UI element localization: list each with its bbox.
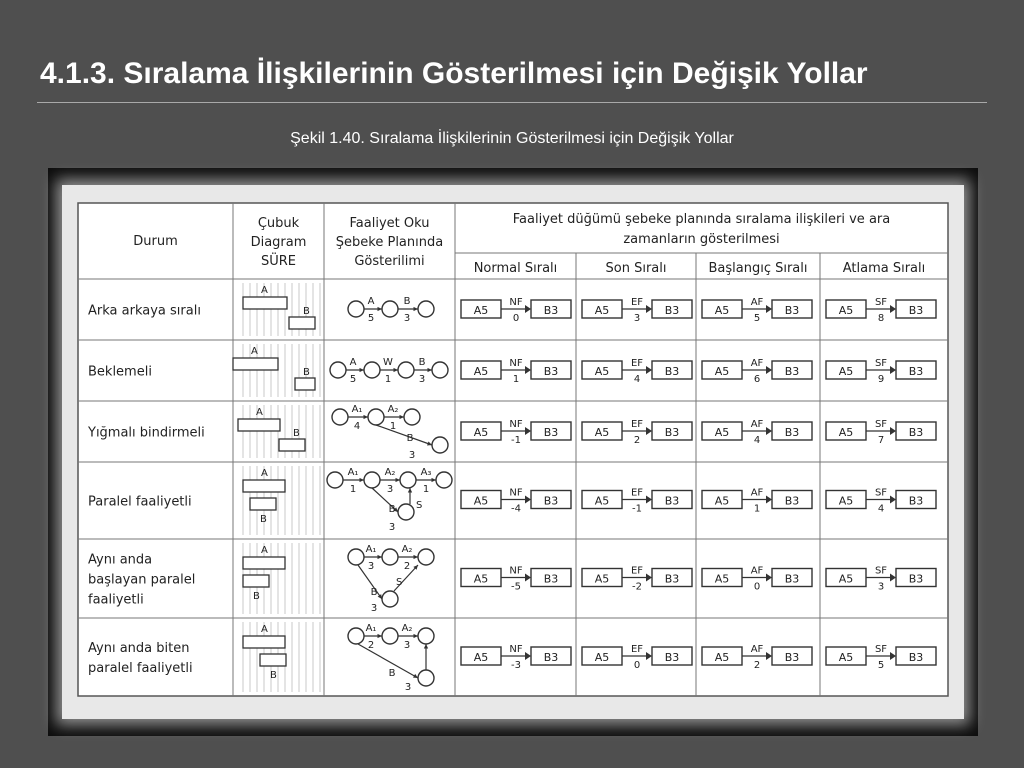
bar-label-a: A <box>261 624 268 635</box>
relation-value: -5 <box>511 581 521 593</box>
node-label-a5: A5 <box>838 426 854 439</box>
bar-b <box>295 378 315 390</box>
relation-code: EF <box>630 487 644 499</box>
event-node <box>332 409 348 425</box>
node-label-a5: A5 <box>714 651 730 664</box>
event-node <box>348 628 364 644</box>
activity-duration: 1 <box>389 421 397 432</box>
relation-code: SF <box>874 297 888 308</box>
activity-label: A₂ <box>401 623 413 634</box>
node-label-a5: A5 <box>473 365 489 378</box>
activity-label: A <box>367 296 375 307</box>
node-label-b3: B3 <box>784 572 800 586</box>
title-divider <box>37 102 987 103</box>
node-label-b3: B3 <box>664 572 680 586</box>
activity-duration: 5 <box>349 374 357 385</box>
bar-label-a: A <box>261 285 268 296</box>
node-label-a5: A5 <box>838 651 854 664</box>
relation-code: SF <box>874 358 888 369</box>
relation-code: EF <box>630 565 644 577</box>
activity-duration: 3 <box>403 640 411 651</box>
activity-label: B <box>370 587 378 598</box>
bar-label-b: B <box>260 514 267 525</box>
bar-label-b: B <box>303 367 310 378</box>
node-label-a5: A5 <box>594 494 610 508</box>
row-durum: Aynı anda <box>88 552 153 568</box>
bar-b <box>279 439 305 451</box>
activity-duration: 1 <box>384 374 392 385</box>
node-label-a5: A5 <box>714 494 730 508</box>
bar-a <box>243 557 285 569</box>
slide-title: 4.1.3. Sıralama İlişkilerinin Gösterilmesi için Değişik Yollar <box>40 57 868 90</box>
node-label-b3: B3 <box>908 494 924 508</box>
header-faaliyet-dugumu-line: Faaliyet düğümü şebeke planında sıralama ilişkileri ve ara <box>512 212 891 227</box>
relation-code: NF <box>509 358 523 369</box>
header-sub-1: Son Sıralı <box>605 261 667 276</box>
node-label-b3: B3 <box>664 651 680 664</box>
activity-duration: 1 <box>422 484 430 495</box>
node-label-b3: B3 <box>908 365 924 378</box>
activity-label: A₃ <box>420 467 432 478</box>
node-label-a5: A5 <box>714 365 730 378</box>
bar-label-b: B <box>293 428 300 439</box>
bar-a <box>233 358 278 370</box>
relation-value: -2 <box>632 581 642 593</box>
activity-duration: 3 <box>408 450 416 461</box>
node-label-b3: B3 <box>543 365 559 378</box>
node-label-b3: B3 <box>908 304 924 317</box>
relation-code: AF <box>750 487 764 499</box>
relation-code: EF <box>630 358 644 369</box>
event-node <box>400 472 416 488</box>
activity-label: A₁ <box>365 623 377 634</box>
node-label-a5: A5 <box>838 365 854 378</box>
node-label-b3: B3 <box>543 304 559 317</box>
relation-code: AF <box>750 565 764 577</box>
relation-code: NF <box>509 644 523 655</box>
row-durum: Aynı anda biten <box>88 641 190 656</box>
relation-code: EF <box>630 644 644 655</box>
table-border <box>78 203 948 696</box>
activity-label: B <box>418 357 426 368</box>
sequence-table <box>70 193 956 703</box>
header-faaliyet-oku-line: Faaliyet Oku <box>349 216 430 231</box>
activity-duration: 3 <box>388 522 396 533</box>
relation-value: 2 <box>633 435 641 446</box>
activity-duration: 3 <box>418 374 426 385</box>
row-durum: Yığmalı bindirmeli <box>88 425 205 441</box>
activity-label: S <box>416 500 423 511</box>
activity-duration: 2 <box>403 561 411 572</box>
bar-a <box>243 636 285 648</box>
event-node <box>348 301 364 317</box>
node-label-b3: B3 <box>543 426 559 439</box>
header-sub-2: Başlangıç Sıralı <box>708 261 808 276</box>
bar-label-b: B <box>253 591 260 602</box>
row-durum: Beklemeli <box>88 364 152 380</box>
activity-label: A₂ <box>384 467 396 478</box>
activity-label: A₁ <box>347 467 359 478</box>
bar-b <box>260 654 286 666</box>
relation-value: 0 <box>633 660 641 671</box>
node-label-b3: B3 <box>784 304 800 317</box>
relation-value: 0 <box>753 581 761 593</box>
event-node <box>382 301 398 317</box>
node-label-a5: A5 <box>473 651 489 664</box>
relation-value: 0 <box>512 313 520 324</box>
node-label-b3: B3 <box>543 572 559 586</box>
node-label-a5: A5 <box>594 426 610 439</box>
relation-code: EF <box>630 419 644 430</box>
event-node <box>348 549 364 565</box>
relation-code: SF <box>874 644 888 655</box>
node-label-b3: B3 <box>908 651 924 664</box>
activity-duration: 3 <box>404 682 412 693</box>
event-node <box>398 504 414 520</box>
event-node <box>418 549 434 565</box>
activity-duration: 1 <box>349 484 357 495</box>
bar-b <box>289 317 315 329</box>
node-label-a5: A5 <box>473 304 489 317</box>
relation-code: NF <box>509 487 523 499</box>
event-node <box>368 409 384 425</box>
relation-value: 4 <box>753 435 761 446</box>
event-node <box>330 362 346 378</box>
bar-a <box>238 419 280 431</box>
row-durum: Paralel faaliyetli <box>88 494 192 510</box>
activity-duration: 2 <box>367 640 375 651</box>
node-label-a5: A5 <box>838 304 854 317</box>
relation-value: -1 <box>632 503 642 515</box>
event-node <box>418 670 434 686</box>
node-label-a5: A5 <box>473 494 489 508</box>
node-label-a5: A5 <box>594 365 610 378</box>
bar-b <box>250 498 276 510</box>
sequence-table-figure <box>70 193 956 708</box>
node-label-a5: A5 <box>838 572 854 586</box>
event-node <box>364 472 380 488</box>
relation-code: NF <box>509 297 523 308</box>
relation-value: 3 <box>877 581 885 593</box>
row-durum: Arka arkaya sıralı <box>88 303 201 319</box>
table-grid <box>78 203 948 696</box>
relation-code: AF <box>750 358 764 369</box>
bar-label-a: A <box>261 468 268 479</box>
row-durum: paralel faaliyetli <box>88 661 193 676</box>
activity-label: W <box>383 357 393 368</box>
activity-label: A <box>349 357 357 368</box>
relation-value: 6 <box>753 374 761 385</box>
node-label-b3: B3 <box>664 365 680 378</box>
activity-label: A₂ <box>387 404 399 415</box>
event-node <box>382 591 398 607</box>
activity-duration: 5 <box>367 313 375 324</box>
header-cubuk-line: SÜRE <box>260 254 297 269</box>
row-durum: başlayan paralel <box>88 572 196 588</box>
node-label-b3: B3 <box>908 426 924 439</box>
header-durum: Durum <box>133 234 178 249</box>
activity-label: B <box>388 504 396 515</box>
node-label-b3: B3 <box>784 651 800 664</box>
event-node <box>364 362 380 378</box>
relation-code: AF <box>750 419 764 430</box>
node-label-b3: B3 <box>543 494 559 508</box>
activity-label: B <box>403 296 411 307</box>
header-faaliyet-oku-line: Şebeke Planında <box>335 235 444 250</box>
activity-label: A₁ <box>365 544 377 555</box>
node-label-a5: A5 <box>473 426 489 439</box>
header-sub-3: Atlama Sıralı <box>842 261 926 276</box>
activity-duration: 3 <box>367 561 375 572</box>
event-node <box>432 437 448 453</box>
relation-code: SF <box>874 565 888 577</box>
relation-value: 5 <box>877 660 885 671</box>
relation-value: -3 <box>511 660 521 671</box>
node-label-a5: A5 <box>714 426 730 439</box>
node-label-a5: A5 <box>714 304 730 317</box>
header-cubuk-line: Çubuk <box>257 216 300 231</box>
node-label-b3: B3 <box>784 426 800 439</box>
relation-value: 3 <box>633 313 641 324</box>
activity-label: S <box>396 577 403 588</box>
relation-value: 8 <box>877 313 885 324</box>
bar-label-a: A <box>256 407 263 418</box>
activity-duration: 3 <box>403 313 411 324</box>
event-node <box>398 362 414 378</box>
event-node <box>436 472 452 488</box>
activity-label: A₂ <box>401 544 413 555</box>
header-faaliyet-dugumu-line: zamanların gösterilmesi <box>623 232 780 247</box>
event-node <box>404 409 420 425</box>
relation-code: SF <box>874 487 888 499</box>
node-label-a5: A5 <box>594 572 610 586</box>
relation-value: 1 <box>753 503 761 515</box>
activity-duration: 3 <box>386 484 394 495</box>
relation-value: 7 <box>877 435 885 446</box>
relation-value: 9 <box>877 374 885 385</box>
node-label-b3: B3 <box>543 651 559 664</box>
relation-code: NF <box>509 565 523 577</box>
relation-code: NF <box>509 419 523 430</box>
node-label-b3: B3 <box>664 304 680 317</box>
relation-value: 4 <box>877 503 885 515</box>
event-node <box>327 472 343 488</box>
activity-duration: 3 <box>370 603 378 614</box>
relation-code: SF <box>874 419 888 430</box>
figure-caption: Şekil 1.40. Sıralama İlişkilerinin Gösterilmesi için Değişik Yollar <box>290 130 734 147</box>
node-label-a5: A5 <box>594 304 610 317</box>
node-label-a5: A5 <box>714 572 730 586</box>
relation-code: AF <box>750 297 764 308</box>
bar-b <box>243 575 269 587</box>
event-node <box>382 628 398 644</box>
event-node <box>418 628 434 644</box>
activity-label: A₁ <box>351 404 363 415</box>
node-label-b3: B3 <box>784 365 800 378</box>
bar-a <box>243 297 287 309</box>
relation-value: -4 <box>511 503 521 515</box>
relation-value: 4 <box>633 374 641 385</box>
node-label-a5: A5 <box>594 651 610 664</box>
bar-label-a: A <box>251 346 258 357</box>
activity-label: B <box>388 668 396 679</box>
header-sub-0: Normal Sıralı <box>473 261 558 276</box>
relation-value: 5 <box>753 313 761 324</box>
node-label-b3: B3 <box>664 494 680 508</box>
event-node <box>418 301 434 317</box>
node-label-a5: A5 <box>838 494 854 508</box>
event-node <box>432 362 448 378</box>
header-faaliyet-oku-line: Gösterilimi <box>354 254 425 269</box>
row-durum: faaliyetli <box>88 592 144 608</box>
activity-duration: 4 <box>353 421 361 432</box>
node-label-a5: A5 <box>473 572 489 586</box>
node-label-b3: B3 <box>664 426 680 439</box>
node-label-b3: B3 <box>784 494 800 508</box>
relation-value: -1 <box>511 435 521 446</box>
relation-value: 2 <box>753 660 761 671</box>
bar-label-a: A <box>261 545 268 556</box>
relation-value: 1 <box>512 374 520 385</box>
relation-code: EF <box>630 297 644 308</box>
relation-code: AF <box>750 644 764 655</box>
event-node <box>382 549 398 565</box>
bar-a <box>243 480 285 492</box>
bar-label-b: B <box>303 306 310 317</box>
activity-label: B <box>406 433 414 444</box>
header-cubuk-line: Diagram <box>250 235 307 250</box>
node-label-b3: B3 <box>908 572 924 586</box>
bar-label-b: B <box>270 670 277 681</box>
